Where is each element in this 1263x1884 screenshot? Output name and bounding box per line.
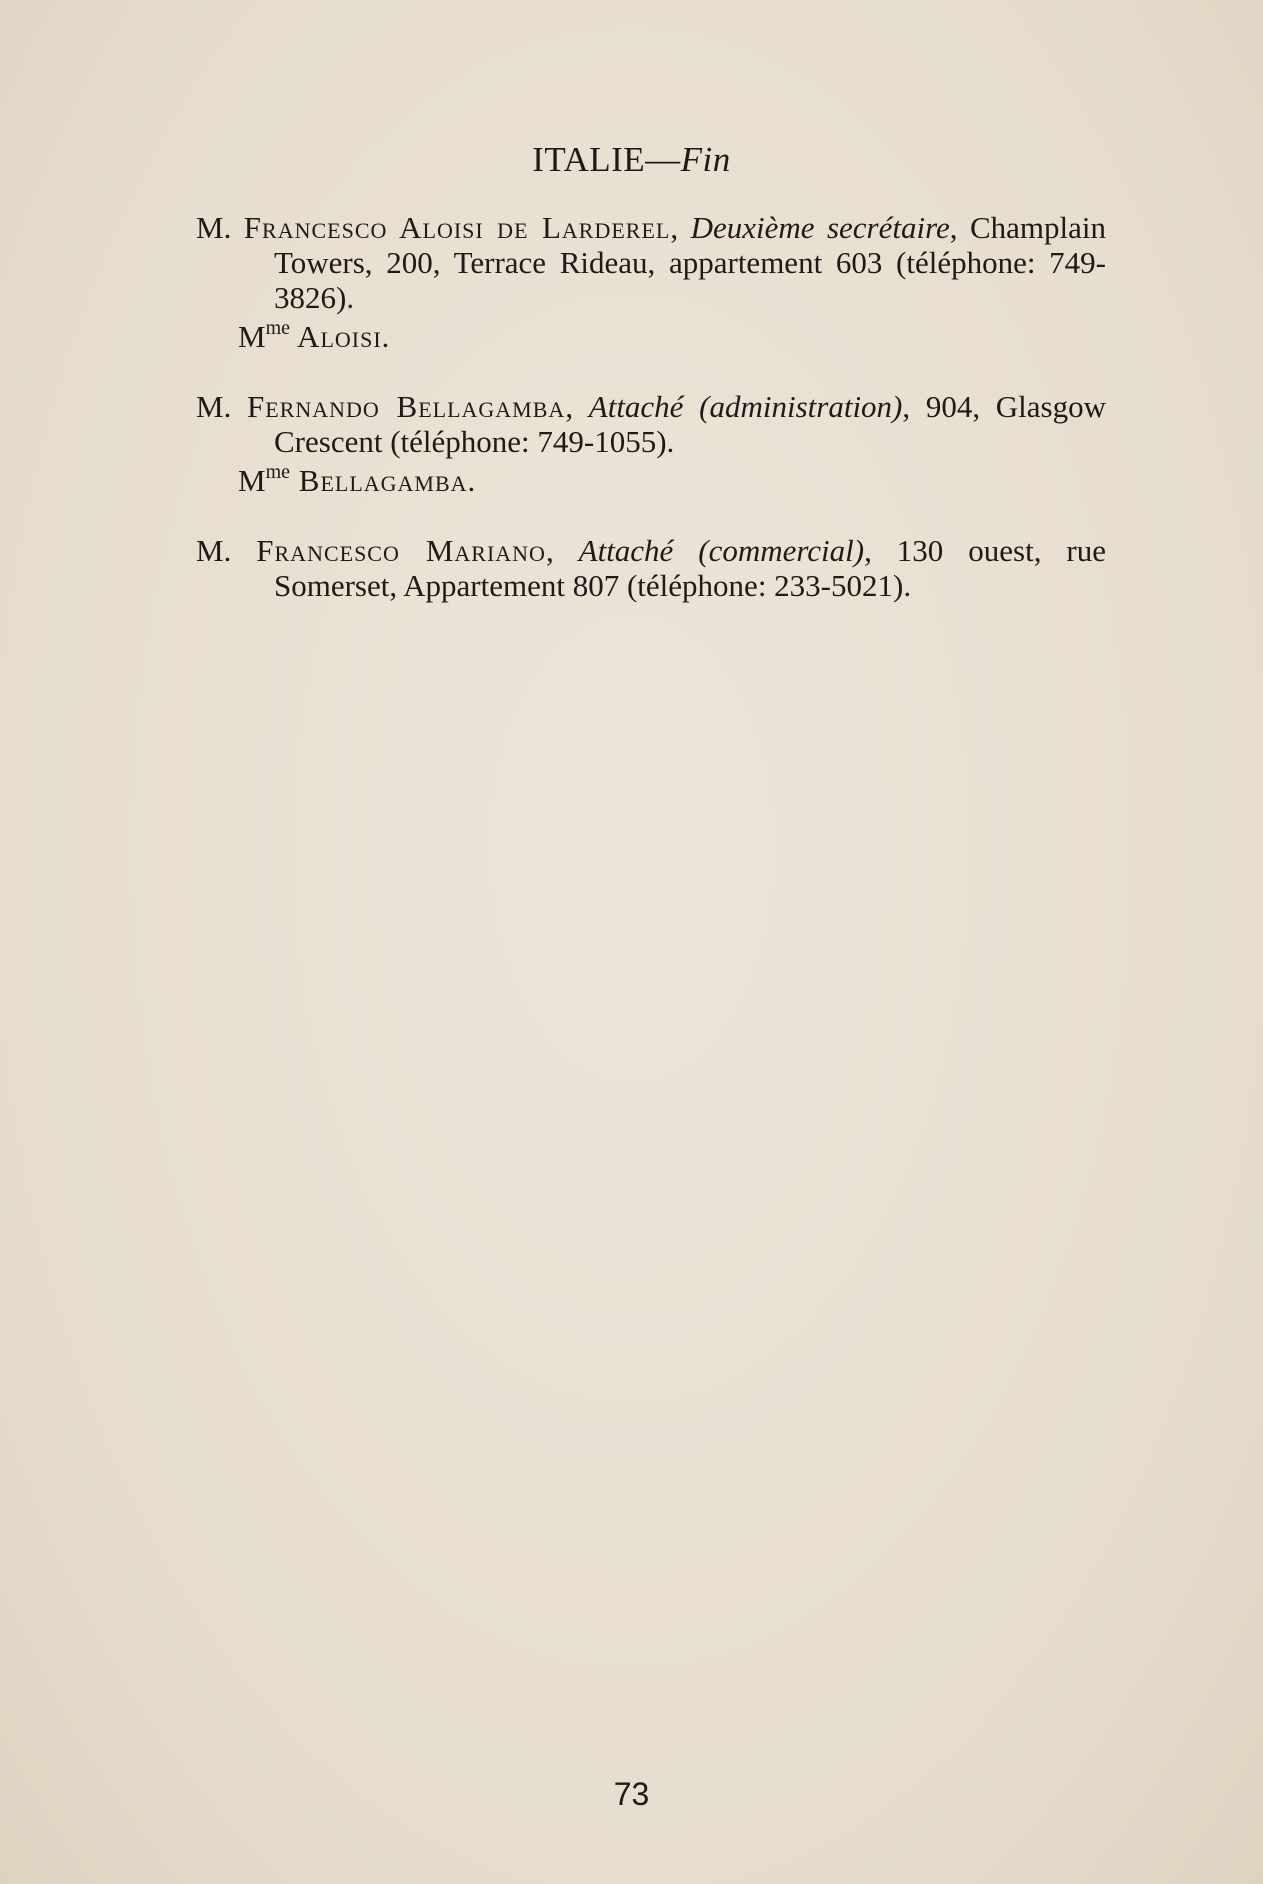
entry-role: Attaché (commercial) bbox=[578, 533, 865, 568]
entry-name: Fernando Bellagamba bbox=[247, 389, 566, 424]
entry-name: Francesco Aloisi de Larderel bbox=[243, 210, 671, 245]
entry-spouse bbox=[238, 463, 1106, 498]
entry-name: Francesco Mariano bbox=[256, 533, 546, 568]
header-suffix: Fin bbox=[680, 140, 731, 179]
entry-bellagamba bbox=[196, 389, 1106, 498]
header-title: ITALIE— bbox=[532, 140, 681, 179]
spouse-prefix: M bbox=[238, 463, 266, 498]
entry-details: , 130 ouest, rue Somerset, Appartement 807 (téléphone: 233-5021). bbox=[274, 533, 1106, 603]
spouse-superscript: me bbox=[265, 317, 291, 339]
entry-details: , 904, Glasgow Crescent (téléphone: 749-1055). bbox=[274, 389, 1106, 459]
page-header bbox=[0, 140, 1263, 180]
spouse-superscript: me bbox=[265, 461, 291, 483]
spouse-name: Bellagamba. bbox=[290, 463, 477, 498]
entry-prefix: M. bbox=[196, 533, 257, 568]
entry-role: Deuxième secrétaire bbox=[690, 210, 950, 245]
entry-spouse bbox=[238, 319, 1106, 354]
entry-separator: , bbox=[545, 533, 579, 568]
entry-text bbox=[196, 210, 1106, 315]
entry-text bbox=[196, 389, 1106, 459]
entry-details: , Champlain Towers, 200, Terrace Rideau, appartement 603 (téléphone: 749-3826). bbox=[274, 210, 1106, 315]
entry-role: Attaché (administration) bbox=[588, 389, 903, 424]
entry-separator: , bbox=[565, 389, 589, 424]
entry-text bbox=[196, 533, 1106, 603]
page-number: 73 bbox=[613, 1776, 650, 1812]
entry-prefix: M. bbox=[196, 210, 244, 245]
spouse-prefix: M bbox=[238, 319, 266, 354]
entry-prefix: M. bbox=[196, 389, 248, 424]
entry-aloisi bbox=[196, 210, 1106, 354]
spouse-name: Aloisi. bbox=[290, 319, 391, 354]
entry-mariano bbox=[196, 533, 1106, 603]
entry-separator: , bbox=[670, 210, 691, 245]
